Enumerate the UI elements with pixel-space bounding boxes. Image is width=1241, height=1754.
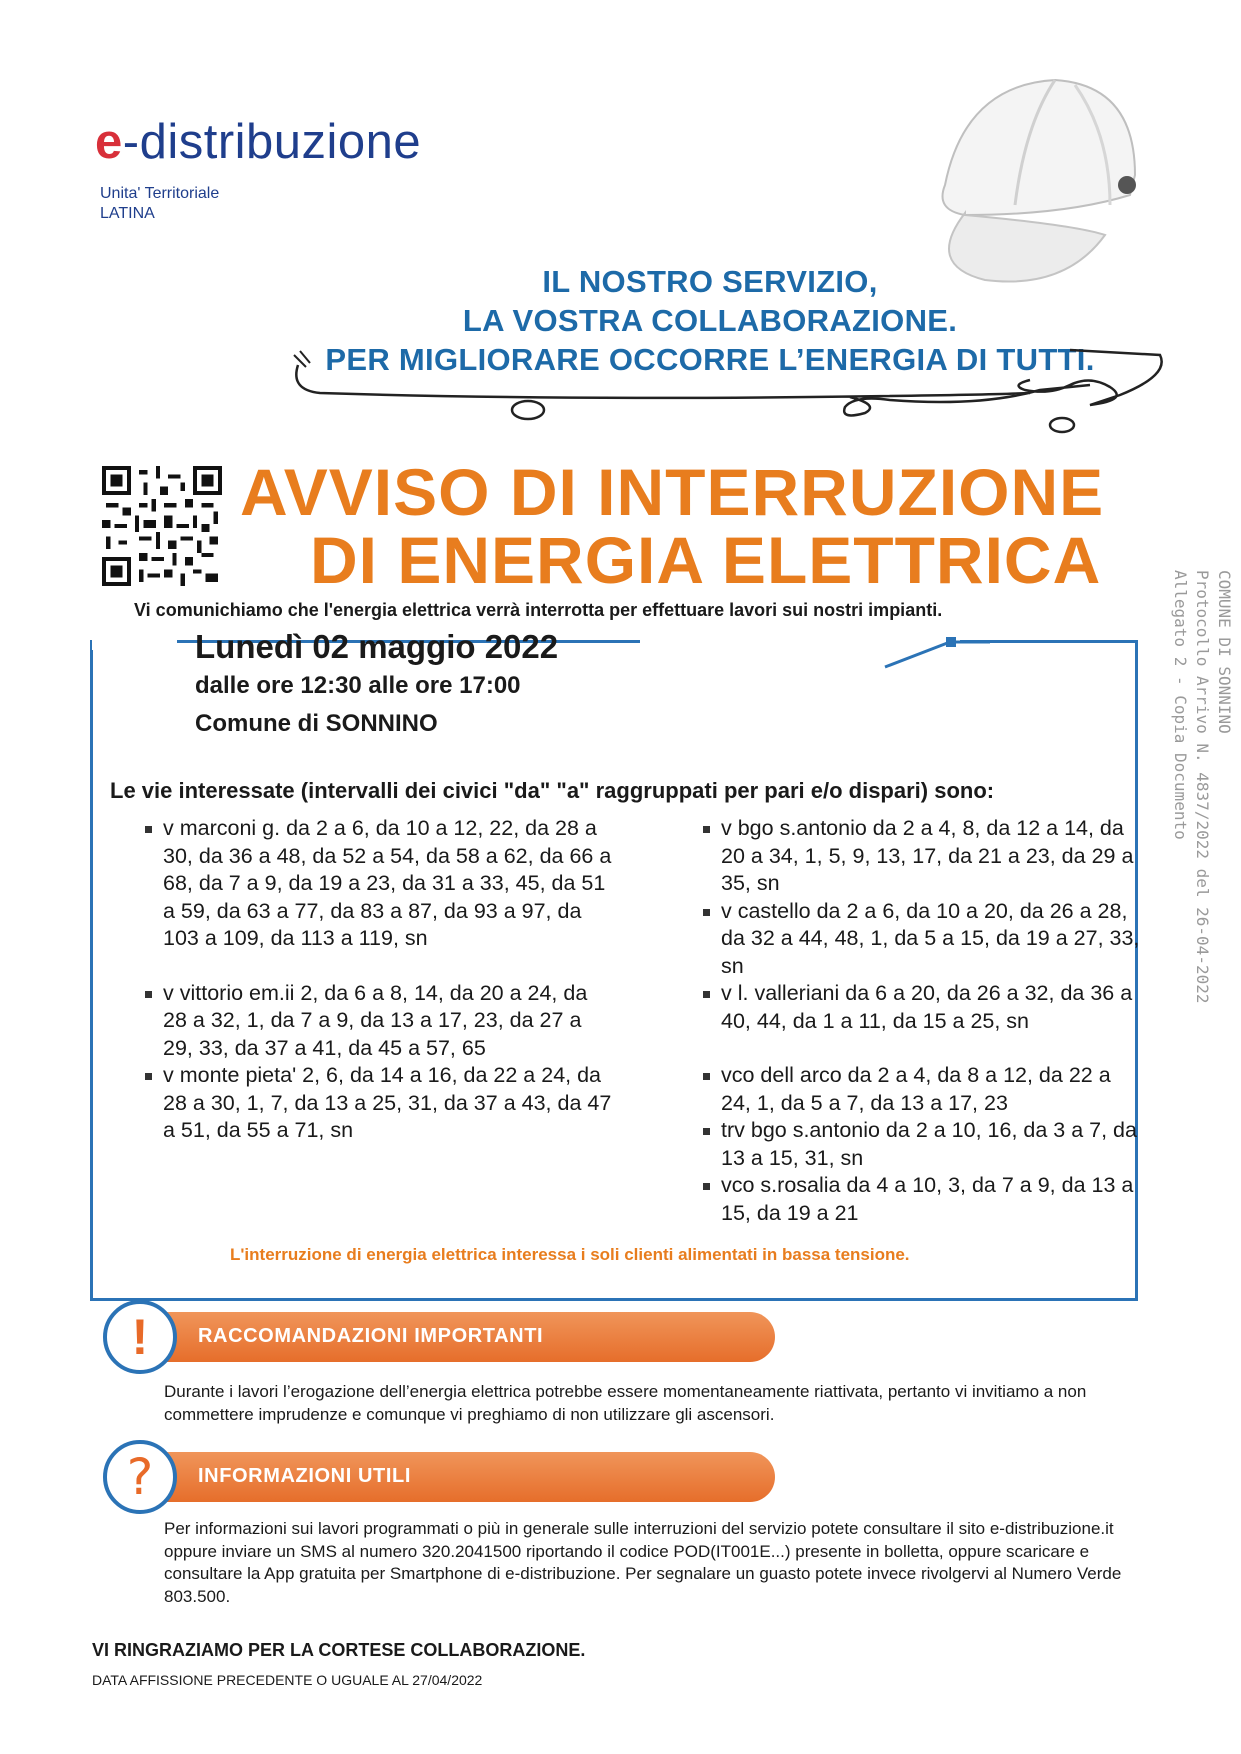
stamp-line2: Protocollo Arrivo N. 4837/2022 del 26-04-2022	[1193, 570, 1212, 1004]
thanks-text: VI RINGRAZIAMO PER LA CORTESE COLLABORAZIONE.	[92, 1640, 586, 1660]
street-item: v vittorio em.ii 2, da 6 a 8, 14, da 20 a 24, da 28 a 32, 1, da 7 a 9, da 13 a 17, 23, da 27 a 29, 33, da 37 a 41, da 45 a 57, 65	[145, 980, 615, 1063]
question-icon: ?	[103, 1440, 177, 1514]
logo-e-mark: e	[95, 115, 123, 169]
exclamation-icon: !	[103, 1300, 177, 1374]
comune-name: Comune di SONNINO	[195, 710, 438, 737]
slogan-line2: LA VOSTRA COLLABORAZIONE.	[462, 303, 958, 338]
street-item: trv bgo s.antonio da 2 a 10, 16, da 3 a 7, da 13 a 15, 31, sn	[703, 1117, 1143, 1172]
plug-icon	[880, 632, 990, 672]
street-item: v marconi g. da 2 a 6, da 10 a 12, 22, da 28 a 30, da 36 a 48, da 52 a 54, da 58 a 62, da 66 a 68, da 7 a 9, da 19 a 23, da 31 a 33, 45, da 51 a 59, da 63 a 77, da 83 a 87, da 93 a 97, da 103 a 109, da 113 a 119, sn	[145, 815, 615, 953]
plug-cable	[290, 345, 1195, 435]
slogan-line3: PER MIGLIORARE OCCORRE L’ENERGIA DI TUTTI.	[325, 342, 1095, 377]
protocol-stamp	[1145, 570, 1235, 1170]
recommendations-title: RACCOMANDAZIONI IMPORTANTI	[198, 1325, 544, 1347]
posting-date: DATA AFFISSIONE PRECEDENTE O UGUALE AL 27/04/2022	[92, 1672, 483, 1688]
interruption-date: Lunedì 02 maggio 2022	[195, 628, 559, 665]
street-item: v bgo s.antonio da 2 a 4, 8, da 12 a 14, da 20 a 34, 1, 5, 9, 13, 17, da 21 a 23, da 29 a 35, sn	[703, 815, 1143, 898]
notice-title	[240, 455, 1220, 597]
slogan-line1: IL NOSTRO SERVIZIO,	[542, 264, 878, 299]
info-title: INFORMAZIONI UTILI	[198, 1465, 411, 1487]
info-text: Per informazioni sui lavori programmati o più in generale sulle interruzioni del servizio potete consultare il sito e-distribuzione.it oppure inviare un SMS al numero 320.2041500 riportando il codice POD(IT001E...) presente in bolletta, oppure scaricare e consultare la App gratuita per Smartphone di e-distribuzione. Per segnalare un guasto potete invece rivolgervi al Numero Verde 803.500.	[164, 1519, 1122, 1606]
intro-text: Vi comunichiamo che l'energia elettrica verrà interrotta per effettuare lavori sui nostri impianti.	[134, 600, 943, 620]
brand-logo	[95, 115, 422, 169]
unit-label	[100, 184, 219, 224]
low-voltage-note: L'interruzione di energia elettrica interessa i soli clienti alimentati in bassa tensione.	[230, 1245, 910, 1264]
title-line2: DI ENERGIA ELETTRICA	[310, 523, 1102, 597]
streets-right-column	[703, 815, 1143, 1227]
interruption-hours: dalle ore 12:30 alle ore 17:00	[195, 672, 521, 699]
streets-title: Le vie interessate (intervalli dei civici "da" "a" raggruppati per pari e/o dispari) sono:	[110, 778, 995, 803]
street-item: vco s.rosalia da 4 a 10, 3, da 7 a 9, da 13 a 15, da 19 a 21	[703, 1172, 1143, 1227]
logo-text: -distribuzione	[122, 115, 422, 169]
stamp-line1: COMUNE DI SONNINO	[1215, 570, 1234, 734]
street-item: v monte pieta' 2, 6, da 14 a 16, da 22 a 24, da 28 a 30, 1, 7, da 13 a 25, 31, da 37 a 43, da 47 a 51, da 55 a 71, sn	[145, 1062, 615, 1145]
helmet-image	[905, 65, 1150, 295]
title-line1: AVVISO DI INTERRUZIONE	[240, 455, 1105, 529]
streets-left-column	[145, 815, 615, 1145]
qr-code	[102, 466, 222, 586]
street-item: v castello da 2 a 6, da 10 a 20, da 26 a 28, da 32 a 44, 48, 1, da 5 a 15, da 19 a 27, 33, sn	[703, 898, 1143, 981]
stamp-line3: Allegato 2 - Copia Documento	[1171, 570, 1190, 840]
street-item: v l. valleriani da 6 a 20, da 26 a 32, da 36 a 40, 44, da 1 a 11, da 15 a 25, sn	[703, 980, 1143, 1035]
unit-line1: Unita' Territoriale	[100, 185, 220, 202]
recommendations-text: Durante i lavori l’erogazione dell’energia elettrica potrebbe essere momentaneamente riattivata, pertanto vi invitiamo a non commettere imprudenze e comunque vi preghiamo di non utilizzare gli ascensori.	[164, 1382, 1087, 1424]
street-item: vco dell arco da 2 a 4, da 8 a 12, da 22 a 24, 1, da 5 a 7, da 13 a 17, 23	[703, 1062, 1143, 1117]
unit-line2: LATINA	[100, 205, 155, 222]
